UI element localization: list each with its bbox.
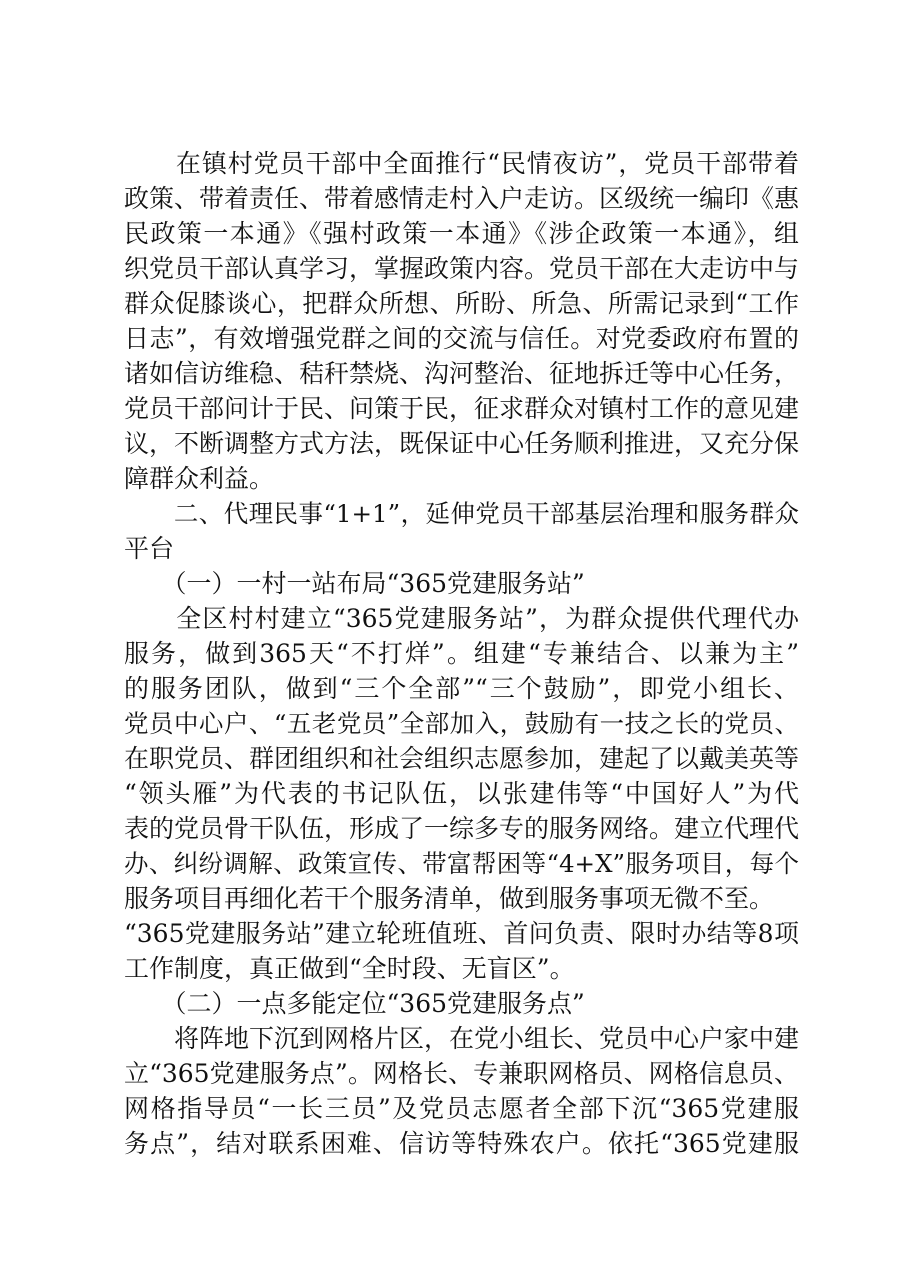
text-line: 民政策一本通》《强村政策一本通》《涉企政策一本通》，组 bbox=[124, 219, 799, 248]
subsection-heading: （一）一村一站布局“365党建服务站” bbox=[124, 569, 585, 598]
text-line: 将阵地下沉到网格片区，在党小组长、党员中心户家中建 bbox=[124, 1024, 800, 1053]
text-line: 党员中心户、“五老党员”全部加入，鼓励有一技之长的党员、 bbox=[124, 709, 799, 738]
subsection-heading: （二）一点多能定位“365党建服务点” bbox=[124, 989, 585, 1018]
section-heading-line: 平台 bbox=[124, 534, 175, 563]
text-line: 织党员干部认真学习，掌握政策内容。党员干部在大走访中与 bbox=[124, 254, 800, 283]
text-line: 务点”，结对联系困难、信访等特殊农户。依托“365党建服 bbox=[124, 1129, 799, 1158]
text-line: 诸如信访维稳、秸秆禁烧、沟河整治、征地拆迁等中心任务， bbox=[124, 359, 800, 388]
section-heading-line: 二、代理民事“1+1”，延伸党员干部基层治理和服务群众 bbox=[124, 499, 799, 528]
document-body bbox=[124, 146, 799, 1161]
text-line: 日志”，有效增强党群之间的交流与信任。对党委政府布置的 bbox=[124, 324, 799, 353]
text-line: 在职党员、群团组织和社会组织志愿参加，建起了以戴美英等 bbox=[124, 744, 800, 773]
text-line: 工作制度，真正做到“全时段、无盲区”。 bbox=[124, 954, 575, 983]
text-line: 在镇村党员干部中全面推行“民情夜访”，党员干部带着 bbox=[124, 149, 799, 178]
text-line: 服务，做到365天“不打烊”。组建“专兼结合、以兼为主” bbox=[124, 639, 799, 668]
text-line: 网格指导员“一长三员”及党员志愿者全部下沉“365党建服 bbox=[124, 1094, 799, 1123]
text-line: 党员干部问计于民、问策于民，征求群众对镇村工作的意见建 bbox=[124, 394, 800, 423]
text-line: “365党建服务站”建立轮班值班、首问负责、限时办结等8项 bbox=[124, 919, 799, 948]
text-line: 政策、带着责任、带着感情走村入户走访。区级统一编印《惠 bbox=[124, 184, 800, 213]
text-line: 服务项目再细化若干个服务清单，做到服务事项无微不至。 bbox=[124, 884, 775, 913]
text-line: 障群众利益。 bbox=[124, 464, 275, 493]
text-line: 群众促膝谈心，把群众所想、所盼、所急、所需记录到“工作 bbox=[124, 289, 799, 318]
text-line: “领头雁”为代表的书记队伍，以张建伟等“中国好人”为代 bbox=[124, 779, 799, 808]
text-line: 立“365党建服务点”。网格长、专兼职网格员、网格信息员、 bbox=[124, 1059, 799, 1088]
text-line: 办、纠纷调解、政策宣传、带富帮困等“4+X”服务项目，每个 bbox=[124, 849, 799, 878]
text-line: 的服务团队，做到“三个全部”“三个鼓励”，即党小组长、 bbox=[124, 674, 799, 703]
text-line: 议，不断调整方式方法，既保证中心任务顺利推进，又充分保 bbox=[124, 429, 800, 458]
text-line: 全区村村建立“365党建服务站”，为群众提供代理代办 bbox=[124, 604, 799, 633]
text-line: 表的党员骨干队伍，形成了一综多专的服务网络。建立代理代 bbox=[124, 814, 800, 843]
